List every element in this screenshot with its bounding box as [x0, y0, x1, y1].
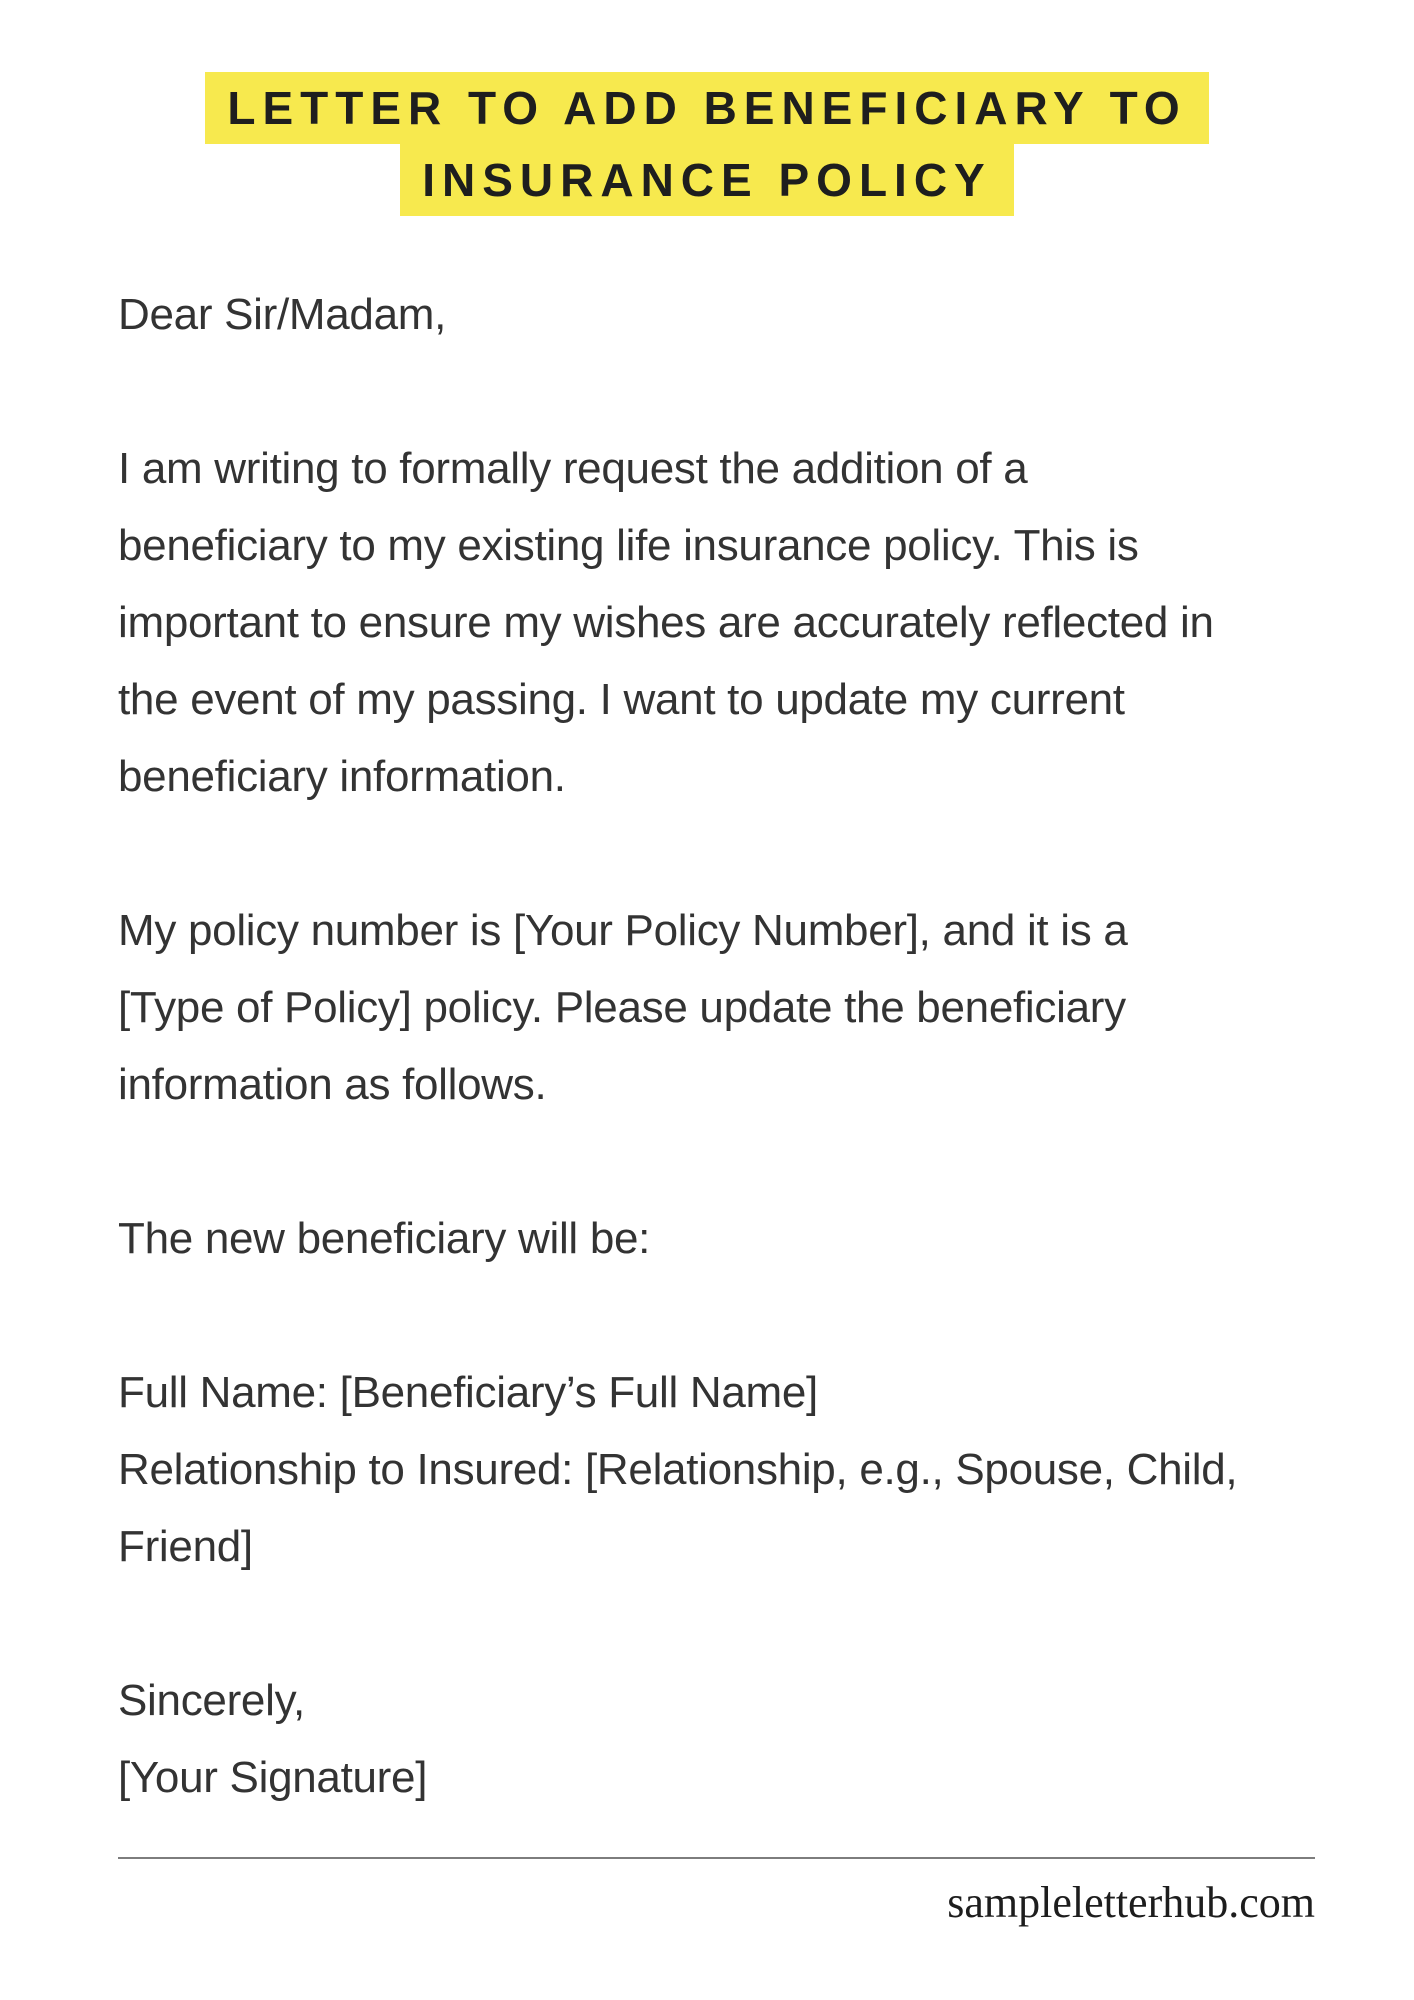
paragraph-request-line: I am writing to formally request the addition of a	[118, 444, 1028, 493]
paragraph-policy-details-line: information as follows.	[118, 1060, 547, 1109]
salutation-text: Dear Sir/Madam,	[118, 290, 447, 339]
paragraph-beneficiary-fields	[118, 1354, 1414, 1585]
paragraph-policy-details	[118, 892, 1414, 1123]
page-title-line-2: INSURANCE POLICY	[400, 144, 1013, 216]
closing	[118, 1662, 1414, 1816]
footer-site-name: sampleletterhub.com	[947, 1878, 1315, 1927]
page-title	[0, 72, 1414, 216]
page-title-line-1: LETTER TO ADD BENEFICIARY TO	[205, 72, 1208, 144]
paragraph-request-line: beneficiary to my existing life insurance policy. This is	[118, 521, 1139, 570]
letter-body	[0, 276, 1414, 1816]
beneficiary-relationship-line: Relationship to Insured: [Relationship, e.g., Spouse, Child,	[118, 1445, 1238, 1494]
paragraph-request-line: the event of my passing. I want to update my current	[118, 675, 1125, 724]
paragraph-policy-details-line: [Type of Policy] policy. Please update the beneficiary	[118, 983, 1126, 1032]
paragraph-policy-details-line: My policy number is [Your Policy Number], and it is a	[118, 906, 1128, 955]
salutation	[118, 276, 1414, 353]
paragraph-request	[118, 430, 1414, 815]
closing-signature-placeholder: [Your Signature]	[118, 1753, 428, 1802]
paragraph-request-line: important to ensure my wishes are accurately reflected in	[118, 598, 1214, 647]
paragraph-new-beneficiary-intro-line: The new beneficiary will be:	[118, 1214, 651, 1263]
paragraph-new-beneficiary-intro	[118, 1200, 1414, 1277]
page-footer	[118, 1857, 1315, 1931]
beneficiary-full-name-line: Full Name: [Beneficiary’s Full Name]	[118, 1368, 818, 1417]
closing-sincerely: Sincerely,	[118, 1676, 305, 1725]
beneficiary-relationship-line-cont: Friend]	[118, 1522, 253, 1571]
paragraph-request-line: beneficiary information.	[118, 752, 566, 801]
footer-divider	[118, 1857, 1315, 1859]
